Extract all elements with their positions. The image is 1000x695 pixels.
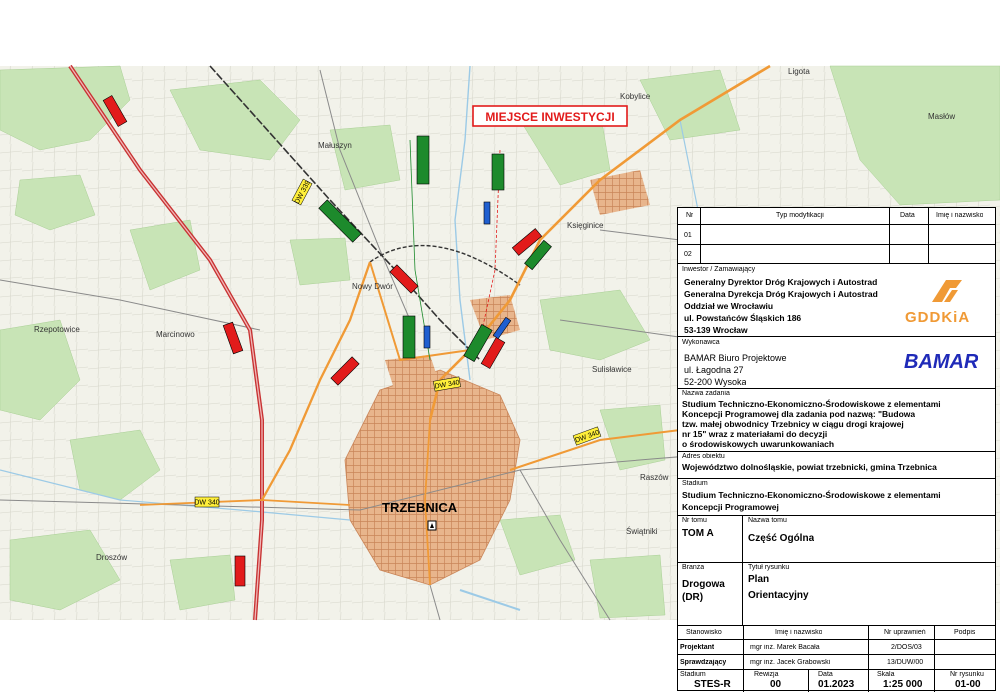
footer-stage-label: Stadium	[680, 671, 706, 678]
tom-name-label: Nazwa tomu	[748, 517, 787, 524]
task-label: Nazwa zadania	[682, 390, 730, 397]
task-line: o środowiskowych uwarunkowaniach	[682, 439, 835, 449]
place-label: Marcinowo	[156, 330, 195, 339]
revision-header-nr: Nr	[686, 212, 694, 219]
footer-drawing-label: Nr rysunku	[950, 671, 984, 678]
contractor-line: BAMAR Biuro Projektowe	[684, 353, 787, 363]
contractor-line: ul. Łagodna 27	[684, 365, 744, 375]
tom-nr-label: Nr tomu	[682, 517, 707, 524]
revision-header-type: Typ modyfikacji	[776, 212, 824, 219]
signature-position: Projektant	[680, 644, 715, 651]
contractor-label: Wykonawca	[682, 339, 720, 346]
signature-license: 2/DOŚ/03	[891, 644, 922, 651]
road-shield-dw-mid: DW 340	[434, 379, 461, 391]
place-label: Masłów	[928, 112, 956, 121]
option-marker-blue	[484, 202, 490, 224]
investment-callout	[473, 106, 627, 126]
tom-nr: TOM A	[682, 528, 714, 539]
place-label: Raszów	[640, 473, 669, 482]
place-label: Świątniki	[626, 527, 658, 536]
revision-header-name: Imię i nazwisko	[936, 212, 984, 219]
gddkia-logo-icon	[928, 274, 964, 304]
object-label: Adres obiektu	[682, 453, 725, 460]
town-label: TRZEBNICA	[382, 500, 458, 515]
signature-header-license: Nr uprawnień	[884, 629, 926, 636]
stage-line: Studium Techniczno-Ekonomiczno-Środowiskowe z elementami	[682, 490, 941, 500]
stage-line: Koncepcji Programowej	[682, 502, 779, 512]
place-label: Ligota	[788, 67, 810, 76]
task-line: Koncepcji Programowej dla zadania pod nazwą: "Budowa	[682, 409, 916, 419]
stage-label: Stadium	[682, 480, 708, 487]
option-marker-red	[235, 556, 245, 586]
footer-date-label: Data	[818, 671, 833, 678]
branch-line: Drogowa	[682, 579, 725, 590]
road-shield-dw-top: DW 339	[293, 179, 312, 206]
branch-label: Branża	[682, 564, 705, 571]
signature-header-position: Stanowisko	[686, 629, 722, 636]
place-label: Małuszyn	[318, 141, 352, 150]
footer-drawing-value: 01-00	[955, 679, 981, 690]
contractor-line: 52-200 Wysoka	[684, 377, 747, 387]
tom-name: Część Ogólna	[748, 533, 815, 544]
task-line: tzw. małej obwodnicy Trzebnicy w ciągu drogi krajowej	[682, 419, 904, 429]
road-shield-dw-left: DW 340	[194, 499, 220, 507]
investor-line: Generalna Dyrekcja Dróg Krajowych i Autostrad	[684, 289, 878, 299]
option-marker-blue	[424, 326, 430, 348]
footer-scale-value: 1:25 000	[883, 679, 923, 690]
investor-line: ul. Powstańców Śląskich 186	[684, 313, 802, 323]
bamar-logo-text: BAMAR	[904, 351, 979, 373]
investor-line: Oddział we Wrocławiu	[684, 301, 774, 311]
place-label: Kobylice	[620, 92, 651, 101]
callout-text: MIEJSCE INWESTYCJI	[485, 110, 615, 124]
signature-license: 13/DUW/00	[887, 659, 924, 666]
footer-stage-value: STEŚ-R	[694, 679, 731, 690]
footer-rev-label: Rewizja	[754, 671, 779, 678]
place-label: Księginice	[567, 221, 604, 230]
branch-line: (DR)	[682, 592, 704, 603]
footer-rev-value: 00	[770, 679, 782, 690]
investor-label: Inwestor / Zamawiający	[682, 266, 756, 273]
investor-line: Generalny Dyrektor Dróg Krajowych i Autostrad	[684, 277, 878, 287]
task-line: nr 15" wraz z materiałami do decyzji	[682, 429, 828, 439]
place-label: Droszów	[96, 553, 128, 562]
option-marker-green	[403, 316, 415, 358]
task-line: Studium Techniczno-Ekonomiczno-Środowiskowe z elementami	[682, 399, 941, 409]
option-marker-green	[417, 136, 429, 184]
revision-row-nr: 01	[684, 232, 692, 239]
title-block	[677, 207, 996, 691]
signature-name: mgr inż. Marek Bacała	[750, 644, 820, 651]
option-marker-green	[492, 154, 504, 190]
signature-header-name: Imię i nazwisko	[775, 629, 823, 636]
footer-scale-label: Skala	[877, 671, 895, 678]
drawing-title-label: Tytuł rysunku	[748, 564, 790, 571]
place-label: Nowy Dwór	[352, 282, 393, 291]
gddkia-logo-text: GDDKiA	[905, 309, 971, 326]
revision-header-date: Data	[900, 212, 915, 219]
location-pin-icon	[428, 521, 436, 530]
footer-date-value: 01.2023	[818, 679, 855, 690]
place-label: Rzepotowice	[34, 325, 80, 334]
drawing-title-line: Plan	[748, 574, 770, 585]
drawing-title-line: Orientacyjny	[748, 590, 809, 601]
signature-name: mgr inż. Jacek Grabowski	[750, 659, 831, 666]
revision-row-nr: 02	[684, 251, 692, 258]
object-value: Województwo dolnośląskie, powiat trzebnicki, gmina Trzebnica	[682, 462, 937, 472]
signature-position: Sprawdzający	[680, 659, 727, 666]
signature-header-sign: Podpis	[954, 629, 976, 636]
road-shield-dw-right: DW 340	[574, 429, 601, 445]
investor-line: 53-139 Wrocław	[684, 325, 748, 335]
place-label: Sulisławice	[592, 365, 632, 374]
